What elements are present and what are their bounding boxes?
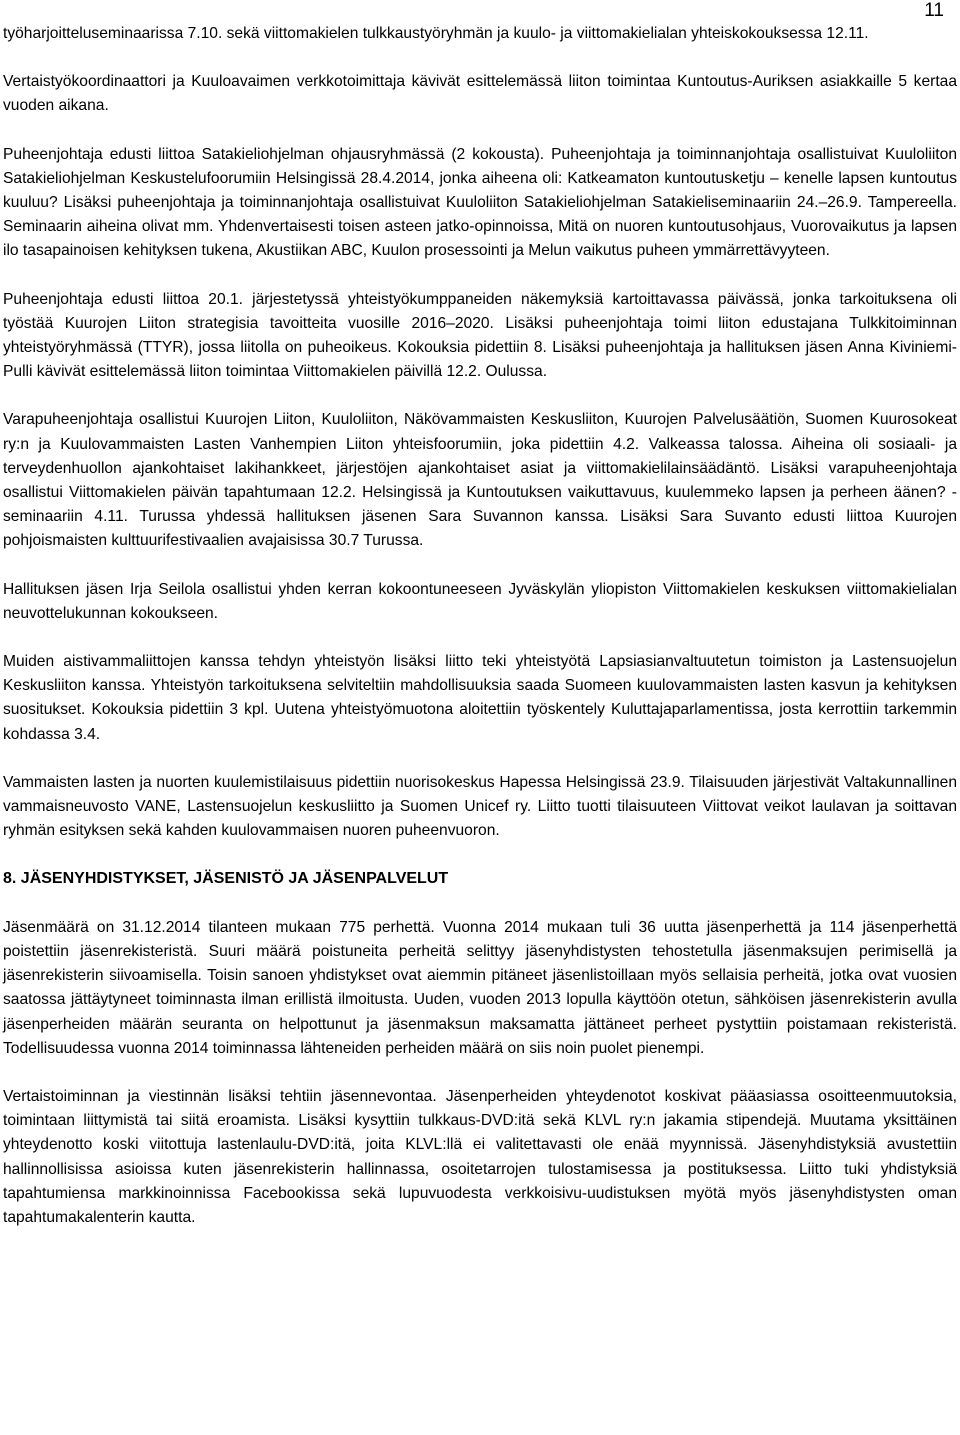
paragraph-seminars: työharjoitteluseminaarissa 7.10. sekä viittomakielen tulkkaustyöryhmän ja kuulo- ja viittomakielialan yhteiskokouksessa 12.11. (3, 25, 869, 42)
page-number: 11 (924, 0, 944, 21)
paragraph-member-services: Vertaistoiminnan ja viestinnän lisäksi tehtiin jäsennevontaa. Jäsenperheiden yhteydenotot koskivat pääasiassa osoitteenmuutoksia, toimintaan liittymistä tai siitä eroamista. Lisäksi kysyttiin tulkkaus-DVD:itä sekä KLVL ry:n jakamia stipendejä. Muutama yksittäinen yhteydenotto koski viitottuja lastenlaulu-DVD:itä, joita KLVL:llä ei valitettavasti ole enää myynnissä. Jäsenyhdistyksiä avustettiin hallinnollisissa asioissa kuten jäsenrekisterin hallinnassa, osoitetarrojen tulostamisessa ja postituksessa. Liitto tuki yhdistyksiä tapahtumiensa markkinoinnissa Facebookissa sekä lupuvuodesta verkkoisivu-uudistuksen myötä myös jäsenyhdistysten oman tapahtumakalenterin kautta. (3, 1087, 957, 1226)
section-heading: 8. JÄSENYHDISTYKSET, JÄSENISTÖ JA JÄSENPALVELUT (3, 870, 449, 888)
paragraph-board-member: Hallituksen jäsen Irja Seilola osallistui yhden kerran kokoontuneeseen Jyväskylän yliopiston Viittomakielen keskuksen viittomakielialan neuvottelukunnan kokoukseen. (3, 580, 957, 622)
document-body (3, 22, 957, 1230)
paragraph-peer-coordinator: Vertaistyökoordinaattori ja Kuuloavaimen verkkotoimittaja kävivät esittelemässä liiton toimintaa Kuntoutus-Auriksen asiakkaille 5 kertaa vuoden aikana. (3, 73, 957, 115)
paragraph-vice-chair: Varapuheenjohtaja osallistui Kuurojen Liiton, Kuuloliiton, Näkövammaisten Keskusliiton, Kuurojen Palvelusäätiön, Suomen Kuurosokeat ry:n ja Kuulovammaisten Lasten Vanhempien Liiton yhteisfoorumiin, joka pidettiin 4.2. Valkeassa talossa. Aiheina oli sosiaali- ja terveydenhuollon ajankohtaiset lakihankkeet, järjestöjen ajankohtaiset asiat ja viittomakielilainsäädäntö. Lisäksi varapuheenjohtaja osallistui Viittomakielen päivän tapahtumaan 12.2. Helsingissä ja Kuntoutuksen vaikuttavuus, kuulemmeko lapsen ja perheen äänen? -seminaariin 4.11. Turussa yhdessä hallituksen jäsenen Sara Suvannon kanssa. Lisäksi Sara Suvanto edusti liittoa Kuurojen pohjoismaisten kulttuurifestivaalien avajaisissa 30.7 Turussa. (3, 411, 957, 550)
paragraph-cooperation: Muiden aistivammaliittojen kanssa tehdyn yhteistyön lisäksi liitto teki yhteistyötä Lapsiasianvaltuutetun toimiston ja Lastensuojelun Keskusliiton kanssa. Yhteistyön tarkoituksena selviteltiin mahdollisuuksia saada Suomeen kuulovammaisten lasten kasvun ja kehityksen suositukset. Kokouksia pidettiin 3 kpl. Uutena yhteistyömuotona aloitettiin työskentely Kuluttajaparlamentissa, josta kerrottiin tarkemmin kohdassa 3.4. (3, 653, 957, 743)
paragraph-satakieli: Puheenjohtaja edusti liittoa Satakieliohjelman ohjausryhmässä (2 kokousta). Puheenjohtaja ja toiminnanjohtaja osallistuivat Kuuloliiton Satakieliohjelman Keskustelufoorumiin Helsingissä 28.4.2014, jonka aiheena oli: Katkeamaton kuntoutusketju – kenelle lapsen kuntoutus kuuluu? Lisäksi puheenjohtaja ja toiminnanjohtaja osallistuivat Kuuloliiton Satakieliohjelman Satakieliseminaariin 24.–26.9. Tampereella. Seminaarin aiheina olivat mm. Yhdenvertaisesti toisen asteen jatko-opinnoissa, Mitä on nuoren kuntoutusohjaus, Vuorovaikutus ja lapsen ilo tasapainoisen kehityksen tukena, Akustiikan ABC, Kuulon prosessointi ja Melun vaikutus puheen ymmärrettävyyteen. (3, 145, 957, 260)
paragraph-membership: Jäsenmäärä on 31.12.2014 tilanteen mukaan 775 perhettä. Vuonna 2014 mukaan tuli 36 uutta jäsenperhettä ja 114 jäsenperhettä poistettiin jäsenrekisteristä. Suuri määrä poistuneita perheitä selittyy jäsenyhdistysten tehostetulla jäsenmaksujen perimisellä ja jäsenrekisterin siivoamisella. Toisin sanoen yhdistykset ovat aiemmin pitäneet jäsenlistoillaan myös sellaisia perheitä, jotka ovat vuosien saatossa jättäytyneet toiminnasta ilman erillistä ilmoitusta. Uuden, vuoden 2013 lopulla käyttöön otetun, sähköisen jäsenrekisterin avulla jäsenperheiden määrän seuranta on helpottunut ja jäsenmaksun maksamatta jättäneet perheet pystyttiin poistamaan rekisteristä. Todellisuudessa vuonna 2014 toiminnassa lähteneiden perheiden määrä on siis noin puolet pienempi. (3, 918, 957, 1057)
paragraph-hearing-event: Vammaisten lasten ja nuorten kuulemistilaisuus pidettiin nuorisokeskus Hapessa Helsingissä 23.9. Tilaisuuden järjestivät Valtakunnallinen vammaisneuvosto VANE, Lastensuojelun keskusliitto ja Suomen Unicef ry. Liitto tuotti tilaisuuteen Viittovat veikot laulavan ja soittavan ryhmän esityksen sekä kahden kuulovammaisen nuoren puheenvuoron. (3, 773, 957, 840)
paragraph-chair-representation: Puheenjohtaja edusti liittoa 20.1. järjestetyssä yhteistyökumppaneiden näkemyksiä kartoittavassa päivässä, jonka tarkoituksena oli työstää Kuurojen Liiton strategisia tavoitteita vuosille 2016–2020. Lisäksi puheenjohtaja toimi liiton edustajana Tulkkitoiminnan yhteistyöryhmässä (TTYR), jossa liitolla on puheoikeus. Kokouksia pidettiin 8. Lisäksi puheenjohtaja ja hallituksen jäsen Anna Kiviniemi-Pulli kävivät esittelemässä liiton toimintaa Viittomakielen päivillä 12.2. Oulussa. (3, 290, 957, 381)
